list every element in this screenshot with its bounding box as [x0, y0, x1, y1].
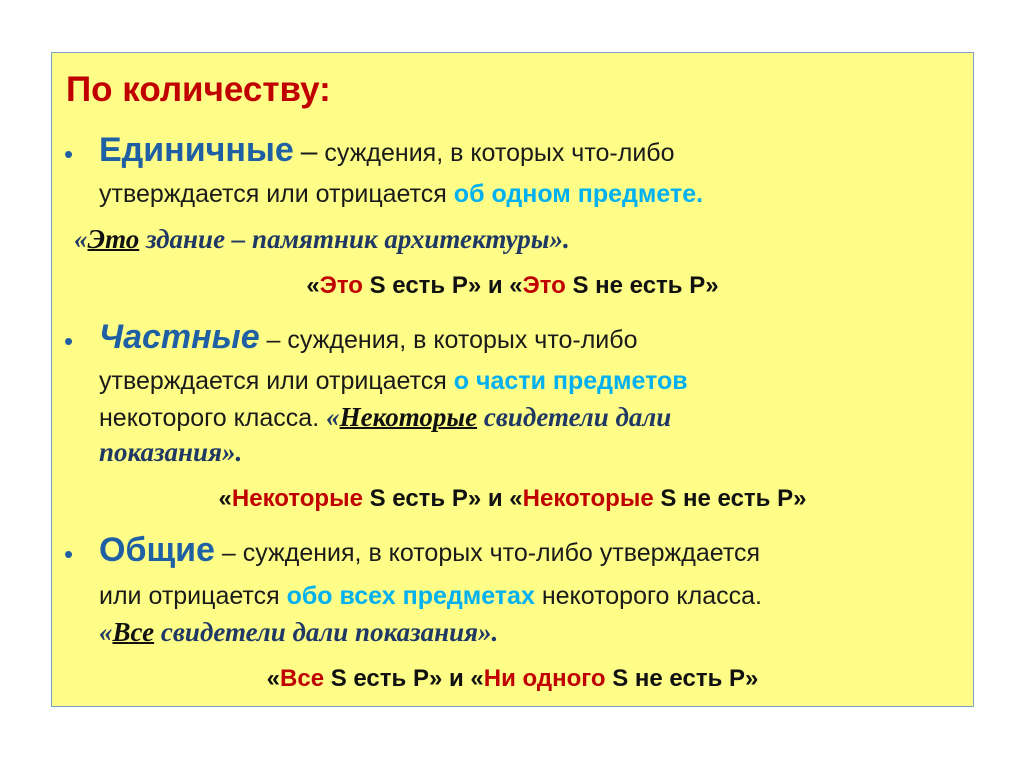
single-example [74, 224, 570, 254]
particular-definition-line-1 [99, 318, 638, 356]
formula-quantifier-2: Некоторые [522, 485, 654, 512]
term-single: Единичные [99, 131, 294, 169]
example-quote: « [99, 617, 113, 647]
single-definition-text-2: утверждается или отрицается [99, 180, 454, 208]
formula-quantifier-1: Это [319, 272, 363, 299]
general-definition-line-2 [99, 581, 762, 611]
particular-example-rest: свидетели дали [477, 402, 672, 432]
formula-quantifier-2: Ни одного [483, 665, 606, 692]
formula-quote: « [306, 272, 320, 299]
single-formula [52, 271, 973, 301]
single-definition-line-2 [99, 179, 703, 209]
formula-quantifier-1: Некоторые [231, 485, 363, 512]
term-particular: Частные [99, 318, 260, 356]
formula-end: S не есть Р» [565, 272, 719, 299]
particular-definition-line-2 [99, 366, 688, 396]
content-box [51, 52, 974, 707]
single-highlight-end: . [696, 180, 704, 208]
general-example-underlined: Все [112, 617, 155, 647]
general-definition-end: некоторого класса. [534, 582, 762, 610]
general-highlight: обо всех предметах [286, 582, 535, 610]
particular-definition-text-2: утверждается или отрицается [99, 367, 454, 395]
term-dash: – [300, 135, 318, 168]
single-highlight: об одном предмете [453, 180, 697, 208]
term-general: Общие [99, 531, 215, 569]
slide-heading: По количеству: [66, 70, 331, 109]
formula-end: S не есть Р» [605, 665, 759, 692]
single-example-rest: здание – памятник архитектуры». [139, 224, 570, 254]
particular-definition-line-3 [99, 402, 671, 433]
formula-middle: S есть Р» и « [362, 485, 523, 512]
formula-middle: S есть Р» и « [362, 272, 523, 299]
single-definition-line-1 [99, 131, 675, 169]
example-quote: « [326, 402, 340, 432]
example-quote: « [74, 224, 88, 254]
particular-example-line-2: показания». [99, 437, 243, 467]
bullet-dot: • [64, 139, 74, 169]
particular-definition-text-3: некоторого класса. [99, 404, 327, 432]
particular-definition-text: – суждения, в которых что-либо [259, 326, 638, 354]
single-example-underlined: Это [87, 224, 140, 254]
formula-quote: « [266, 665, 281, 692]
particular-highlight: о части предметов [453, 367, 688, 395]
bullet-dot: • [64, 326, 74, 356]
formula-quantifier-2: Это [522, 272, 566, 299]
particular-formula [52, 484, 973, 514]
single-definition-text: суждения, в которых что-либо [317, 139, 675, 167]
bullet-dot: • [64, 539, 74, 569]
formula-end: S не есть Р» [653, 485, 807, 512]
general-formula [52, 664, 973, 694]
general-definition-line-1 [99, 531, 761, 569]
particular-example-underlined: Некоторые [339, 402, 478, 432]
general-definition-text: – суждения, в которых что-либо утверждается [214, 539, 761, 567]
general-example [99, 617, 498, 647]
formula-quote: « [218, 485, 232, 512]
formula-middle: S есть Р» и « [324, 665, 484, 692]
formula-quantifier-1: Все [280, 665, 325, 692]
general-example-rest: свидетели дали показания». [154, 617, 499, 647]
general-definition-text-2: или отрицается [99, 582, 287, 610]
